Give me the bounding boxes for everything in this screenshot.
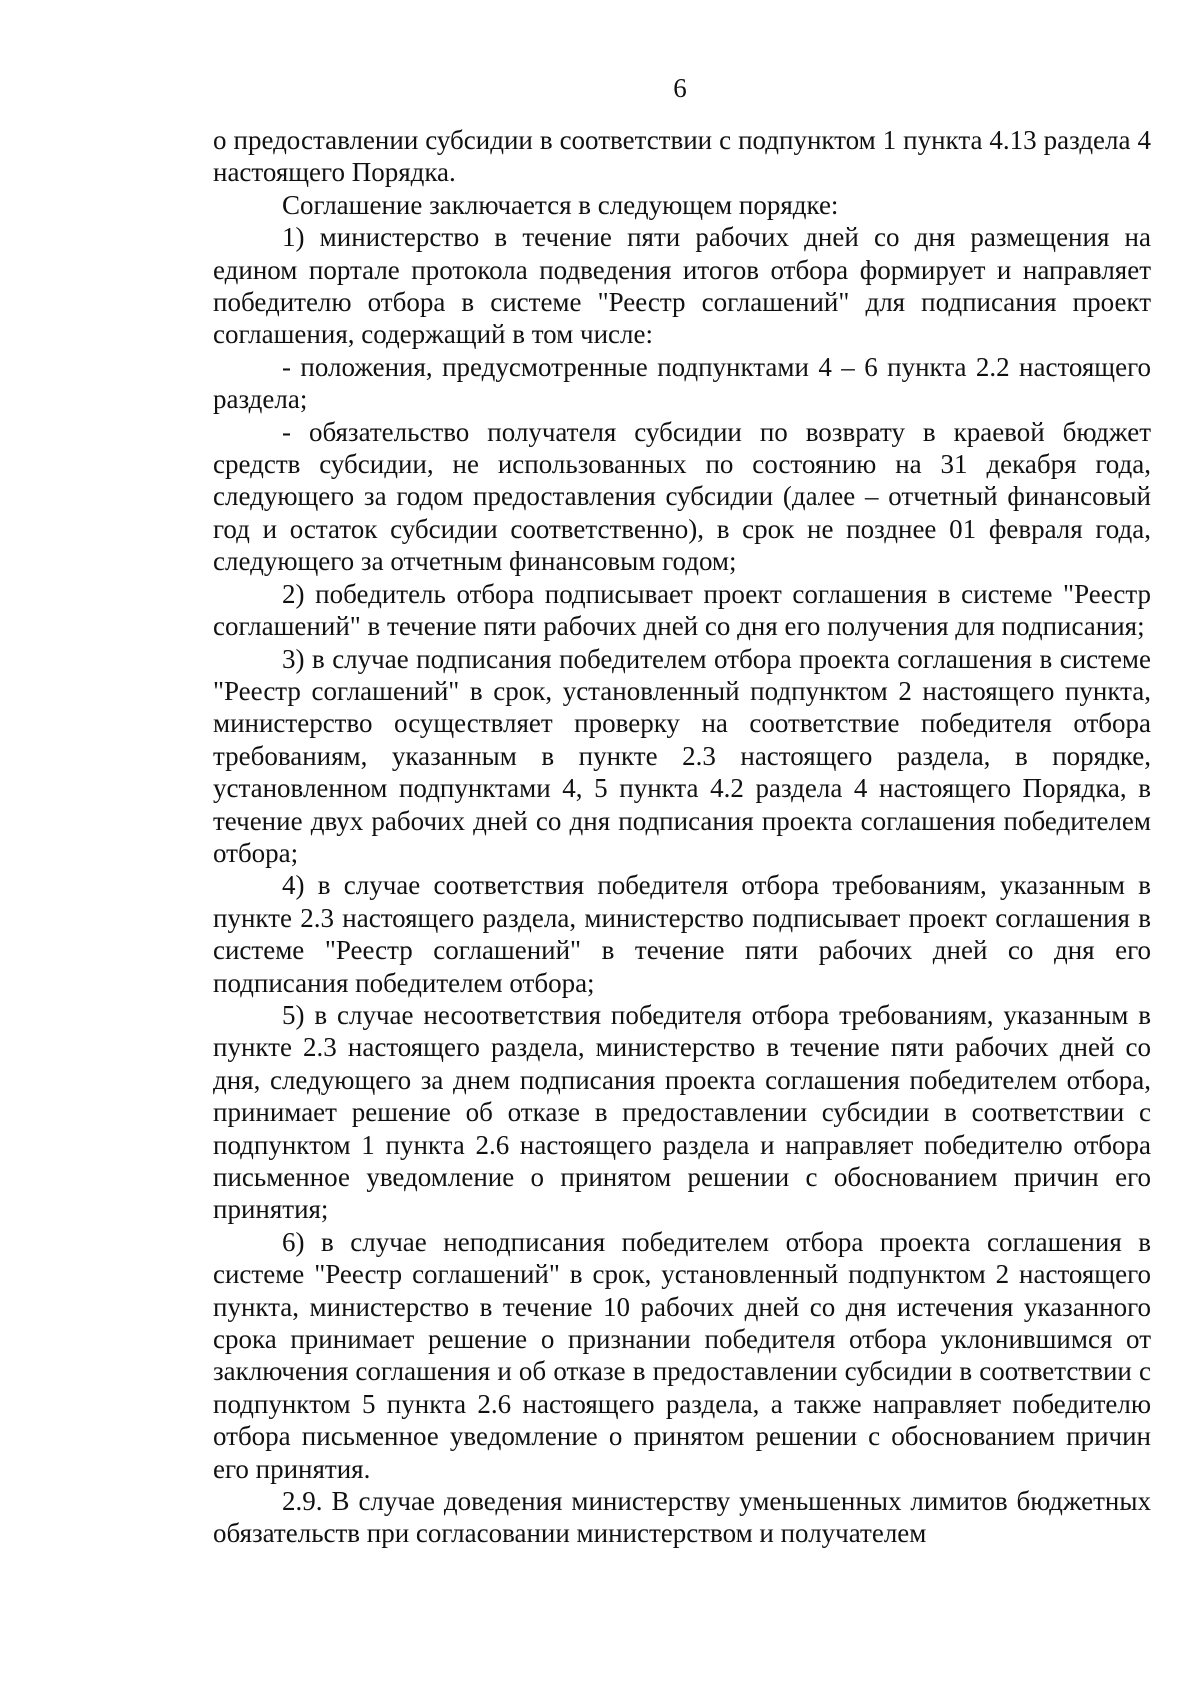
document-body: [213, 124, 1151, 1550]
page-number: 6: [673, 73, 687, 103]
paragraph-item-5: 5) в случае несоответствия победителя отбора требованиям, указанным в пункте 2.3 настоящего раздела, министерство в течение пяти рабочих дней со дня, следующего за днем подписания проекта соглашения победителем отбора, принимает решение об отказе в предоставлении субсидии в соответствии с подпунктом 1 пункта 2.6 настоящего раздела и направляет победителю отбора письменное уведомление о принятом решении с обоснованием причин его принятия;: [213, 999, 1151, 1225]
paragraph-continuation: о предоставлении субсидии в соответствии с подпунктом 1 пункта 4.13 раздела 4 настоящего Порядка.: [213, 125, 1151, 188]
paragraph-item-4: 4) в случае соответствия победителя отбора требованиям, указанным в пункте 2.3 настоящего раздела, министерство подписывает проект соглашения в системе "Реестр соглашений" в течение пяти рабочих дней со дня его подписания победителем отбора;: [213, 870, 1151, 998]
paragraph-item-1: 1) министерство в течение пяти рабочих дней со дня размещения на едином портале протокола подведения итогов отбора формирует и направляет победителю отбора в системе "Реестр соглашений" для подписания проект соглашения, содержащий в том числе:: [213, 222, 1151, 350]
paragraph-item-2: 2) победитель отбора подписывает проект соглашения в системе "Реестр соглашений" в течение пяти рабочих дней со дня его получения для подписания;: [213, 578, 1151, 642]
paragraph-item-6: 6) в случае неподписания победителем отбора проекта соглашения в системе "Реестр соглашений" в срок, установленный подпунктом 2 настоящего пункта, министерство в течение 10 рабочих дней со дня истечения указанного срока принимает решение о признании победителя отбора уклонившимся от заключения соглашения и об отказе в предоставлении субсидии в соответствии с подпунктом 5 пункта 2.6 настоящего раздела, а также направляет победителю отбора письменное уведомление о принятом решении с обоснованием причин его принятия.: [213, 1226, 1151, 1484]
paragraph-intro: Соглашение заключается в следующем порядке:: [282, 189, 839, 220]
paragraph-item-3: 3) в случае подписания победителем отбора проекта соглашения в системе "Реестр соглашений" в срок, установленный подпунктом 2 настоящего пункта, министерство осуществляет проверку на соответствие победителя отбора требованиям, указанным в пункте 2.3 настоящего раздела, в порядке, установленном подпунктами 4, 5 пункта 4.2 раздела 4 настоящего Порядка, в течение двух рабочих дней со дня подписания проекта соглашения победителем отбора;: [213, 643, 1151, 868]
paragraph-item-1-bullet-2: - обязательство получателя субсидии по возврату в краевой бюджет средств субсидии, не использованных по состоянию на 31 декабря года, следующего за годом предоставления субсидии (далее – отчетный финансовый год и остаток субсидии соответственно), в срок не позднее 01 февраля года, следующего за отчетным финансовым годом;: [213, 416, 1151, 577]
paragraph-2-9: 2.9. В случае доведения министерству уменьшенных лимитов бюджетных обязательств при согласовании министерством и получателем: [213, 1486, 1151, 1549]
paragraph-item-1-bullet-1: - положения, предусмотренные подпунктами 4 – 6 пункта 2.2 настоящего раздела;: [213, 351, 1151, 415]
